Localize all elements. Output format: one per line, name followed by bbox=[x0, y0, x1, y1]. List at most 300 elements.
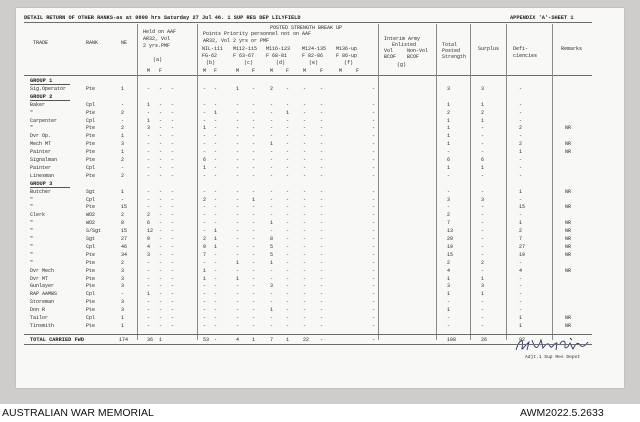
trade-cell: Sig.Operator bbox=[30, 85, 67, 92]
col-interim-letter: (g) bbox=[397, 62, 407, 68]
value-cell: - bbox=[159, 283, 163, 290]
value-cell: - bbox=[303, 228, 307, 235]
total-value: 1 bbox=[159, 336, 163, 343]
value-cell: - bbox=[236, 212, 240, 219]
rank-cell: Cpl bbox=[86, 196, 96, 203]
value-cell: - bbox=[203, 172, 207, 179]
value-cell: - bbox=[303, 307, 307, 314]
value-cell: - bbox=[236, 315, 240, 321]
value-cell: 4 bbox=[519, 267, 523, 274]
ne-cell: 1 bbox=[121, 315, 125, 321]
value-cell: - bbox=[147, 85, 151, 92]
value-cell: - bbox=[286, 85, 290, 92]
value-cell: - bbox=[203, 109, 207, 116]
value-cell: - bbox=[159, 259, 163, 266]
ne-cell: - bbox=[121, 117, 125, 124]
value-cell: 2 bbox=[203, 196, 207, 203]
value-cell: - bbox=[159, 275, 163, 282]
trade-cell: Gunlayer bbox=[30, 283, 55, 290]
rank-cell: Pte bbox=[86, 204, 96, 211]
trade-cell: Painter bbox=[30, 149, 52, 156]
value-cell: - bbox=[203, 291, 207, 298]
column-divider bbox=[506, 24, 507, 340]
value-cell: - bbox=[214, 157, 218, 163]
value-cell: 1 bbox=[214, 228, 218, 235]
value-cell: - bbox=[171, 283, 175, 290]
value-cell: - bbox=[303, 220, 307, 227]
value-cell: - bbox=[147, 133, 151, 140]
column-divider bbox=[552, 24, 553, 340]
value-cell: - bbox=[236, 117, 240, 124]
value-cell: - bbox=[320, 228, 324, 235]
value-cell: 1 bbox=[519, 149, 523, 156]
value-cell: 7 bbox=[203, 251, 207, 258]
value-cell: - bbox=[171, 212, 175, 219]
value-cell: 7 bbox=[519, 236, 523, 242]
band-4-female: F 82-86 bbox=[302, 53, 324, 59]
value-cell: - bbox=[447, 299, 451, 306]
value-cell: - bbox=[286, 164, 290, 171]
value-cell: - bbox=[270, 125, 274, 132]
value-cell: - bbox=[270, 109, 274, 116]
value-cell: - bbox=[320, 212, 324, 219]
value-cell: - bbox=[303, 133, 307, 140]
value-cell: - bbox=[372, 117, 376, 124]
value-cell: - bbox=[171, 291, 175, 298]
value-cell: - bbox=[303, 157, 307, 163]
value-cell: - bbox=[236, 204, 240, 211]
value-cell: - bbox=[320, 172, 324, 179]
value-cell: - bbox=[372, 322, 376, 329]
value-cell: - bbox=[252, 172, 256, 179]
band-4: M124-135 bbox=[302, 46, 327, 52]
col-total-1: Total bbox=[442, 42, 458, 48]
value-cell: - bbox=[203, 307, 207, 314]
value-cell: - bbox=[214, 141, 218, 148]
group-underline bbox=[30, 187, 70, 188]
value-cell: - bbox=[214, 188, 218, 195]
ne-cell: 34 bbox=[121, 251, 128, 258]
trade-cell: Dvr MT bbox=[30, 275, 49, 282]
remarks-cell: NR bbox=[565, 267, 572, 274]
value-cell: - bbox=[372, 259, 376, 266]
trade-cell: " bbox=[30, 220, 34, 227]
value-cell: - bbox=[372, 133, 376, 140]
rank-cell: Pte bbox=[86, 172, 96, 179]
ne-cell: - bbox=[121, 101, 125, 108]
value-cell: - bbox=[171, 236, 175, 242]
value-cell: - bbox=[519, 212, 523, 219]
value-cell: - bbox=[159, 291, 163, 298]
value-cell: - bbox=[320, 299, 324, 306]
value-cell: - bbox=[270, 188, 274, 195]
value-cell: - bbox=[171, 220, 175, 227]
value-cell: - bbox=[372, 109, 376, 116]
value-cell: - bbox=[203, 259, 207, 266]
value-cell: - bbox=[147, 267, 151, 274]
value-cell: - bbox=[286, 133, 290, 140]
value-cell: - bbox=[252, 236, 256, 242]
rank-cell: Sgt bbox=[86, 188, 96, 195]
value-cell: - bbox=[252, 220, 256, 227]
value-cell: 2 bbox=[203, 236, 207, 242]
value-cell: - bbox=[252, 307, 256, 314]
value-cell: - bbox=[270, 157, 274, 163]
value-cell: - bbox=[214, 149, 218, 156]
value-cell: - bbox=[171, 188, 175, 195]
trade-cell: Painter bbox=[30, 164, 52, 171]
value-cell: - bbox=[214, 275, 218, 282]
col-vol-bcof: BCOF bbox=[384, 54, 397, 60]
value-cell: - bbox=[171, 157, 175, 163]
ne-cell: 15 bbox=[121, 204, 128, 211]
remarks-cell: NR bbox=[565, 141, 572, 148]
value-cell: 1 bbox=[147, 101, 151, 108]
col-nonvol: Non-Vol bbox=[407, 48, 429, 54]
value-cell: - bbox=[303, 315, 307, 321]
band-3-letter: (d) bbox=[276, 60, 286, 66]
value-cell: 15 bbox=[447, 251, 454, 258]
value-cell: - bbox=[286, 299, 290, 306]
value-cell: - bbox=[303, 149, 307, 156]
trade-cell: Don R bbox=[30, 307, 46, 314]
value-cell: - bbox=[320, 109, 324, 116]
value-cell: - bbox=[159, 172, 163, 179]
rank-cell: S/Sgt bbox=[86, 228, 102, 235]
value-cell: - bbox=[236, 228, 240, 235]
ne-cell: 3 bbox=[121, 267, 125, 274]
value-cell: 1 bbox=[447, 164, 451, 171]
value-cell: 27 bbox=[519, 243, 526, 250]
ne-cell: 2 bbox=[121, 125, 125, 132]
total-rule-top bbox=[24, 334, 592, 335]
value-cell: - bbox=[303, 283, 307, 290]
value-cell: - bbox=[236, 172, 240, 179]
value-cell: - bbox=[481, 133, 485, 140]
value-cell: 7 bbox=[447, 220, 451, 227]
value-cell: - bbox=[519, 259, 523, 266]
value-cell: 19 bbox=[519, 251, 526, 258]
m-label: M bbox=[203, 68, 207, 74]
rank-cell: Pte bbox=[86, 85, 96, 92]
value-cell: - bbox=[286, 243, 290, 250]
value-cell: 4 bbox=[447, 267, 451, 274]
value-cell: - bbox=[252, 204, 256, 211]
rank-cell: Pte bbox=[86, 125, 96, 132]
rank-cell: Pte bbox=[86, 307, 96, 314]
rank-cell: Pte bbox=[86, 133, 96, 140]
value-cell: - bbox=[236, 196, 240, 203]
trade-cell: Tinsmith bbox=[30, 322, 55, 329]
value-cell: - bbox=[252, 141, 256, 148]
ne-cell: 2 bbox=[121, 157, 125, 163]
value-cell: - bbox=[519, 307, 523, 314]
value-cell: - bbox=[214, 85, 218, 92]
value-cell: - bbox=[286, 172, 290, 179]
value-cell: - bbox=[159, 322, 163, 329]
value-cell: - bbox=[252, 212, 256, 219]
trade-cell: " bbox=[30, 109, 34, 116]
value-cell: - bbox=[171, 322, 175, 329]
value-cell: - bbox=[481, 315, 485, 321]
value-cell: - bbox=[171, 228, 175, 235]
posted-strength-banner: POSTED STRENGTH BREAK UP bbox=[270, 25, 343, 31]
value-cell: - bbox=[270, 101, 274, 108]
value-cell: - bbox=[203, 212, 207, 219]
value-cell: - bbox=[159, 188, 163, 195]
value-cell: - bbox=[372, 307, 376, 314]
col-surplus: Surplus bbox=[478, 46, 500, 52]
value-cell: - bbox=[303, 299, 307, 306]
footer-institution: AUSTRALIAN WAR MEMORIAL bbox=[2, 407, 154, 419]
value-cell: - bbox=[481, 212, 485, 219]
value-cell: - bbox=[171, 243, 175, 250]
value-cell: - bbox=[171, 149, 175, 156]
value-cell: - bbox=[303, 164, 307, 171]
value-cell: - bbox=[203, 85, 207, 92]
band-2-letter: (c) bbox=[244, 60, 254, 66]
value-cell: - bbox=[252, 291, 256, 298]
value-cell: - bbox=[159, 267, 163, 274]
value-cell: - bbox=[372, 141, 376, 148]
value-cell: 1 bbox=[447, 133, 451, 140]
value-cell: - bbox=[147, 172, 151, 179]
value-cell: - bbox=[252, 315, 256, 321]
value-cell: - bbox=[270, 196, 274, 203]
value-cell: - bbox=[270, 275, 274, 282]
value-cell: - bbox=[270, 299, 274, 306]
value-cell: - bbox=[303, 117, 307, 124]
value-cell: 2 bbox=[481, 259, 485, 266]
trade-cell: " bbox=[30, 196, 34, 203]
value-cell: - bbox=[320, 157, 324, 163]
total-value: 4 bbox=[236, 336, 240, 343]
column-divider bbox=[470, 24, 471, 340]
value-cell: - bbox=[203, 204, 207, 211]
value-cell: 2 bbox=[147, 212, 151, 219]
rank-cell: Pte bbox=[86, 251, 96, 258]
value-cell: - bbox=[481, 220, 485, 227]
value-cell: - bbox=[303, 243, 307, 250]
value-cell: - bbox=[159, 109, 163, 116]
value-cell: - bbox=[320, 322, 324, 329]
f-label: F bbox=[320, 68, 324, 74]
value-cell: - bbox=[214, 125, 218, 132]
value-cell: 2 bbox=[447, 109, 451, 116]
trade-cell: " bbox=[30, 251, 34, 258]
value-cell: - bbox=[372, 172, 376, 179]
value-cell: - bbox=[303, 212, 307, 219]
value-cell: - bbox=[372, 243, 376, 250]
ne-cell: 3 bbox=[121, 283, 125, 290]
value-cell: - bbox=[481, 307, 485, 314]
value-cell: - bbox=[159, 236, 163, 242]
value-cell: - bbox=[159, 315, 163, 321]
value-cell: - bbox=[286, 157, 290, 163]
value-cell: - bbox=[236, 283, 240, 290]
value-cell: - bbox=[236, 164, 240, 171]
value-cell: 1 bbox=[236, 275, 240, 282]
value-cell: - bbox=[320, 149, 324, 156]
trade-cell: " bbox=[30, 204, 34, 211]
value-cell: - bbox=[481, 322, 485, 329]
value-cell: - bbox=[236, 322, 240, 329]
trade-cell: Dvr Mech bbox=[30, 267, 55, 274]
value-cell: - bbox=[320, 259, 324, 266]
trade-cell: Signalman bbox=[30, 157, 58, 163]
value-cell: - bbox=[372, 299, 376, 306]
trade-cell: Tailor bbox=[30, 315, 49, 321]
col-defic-2: ciencies bbox=[513, 53, 538, 59]
total-rule-bottom bbox=[24, 344, 592, 345]
ne-cell: 1 bbox=[121, 85, 125, 92]
value-cell: 2 bbox=[481, 109, 485, 116]
value-cell: 1 bbox=[286, 109, 290, 116]
value-cell: - bbox=[372, 149, 376, 156]
value-cell: - bbox=[481, 243, 485, 250]
value-cell: - bbox=[236, 141, 240, 148]
value-cell: - bbox=[147, 196, 151, 203]
trade-cell: Butcher bbox=[30, 188, 52, 195]
value-cell: 1 bbox=[447, 307, 451, 314]
value-cell: - bbox=[286, 283, 290, 290]
ne-cell: 1 bbox=[121, 149, 125, 156]
ne-cell: 3 bbox=[121, 275, 125, 282]
value-cell: - bbox=[320, 251, 324, 258]
value-cell: - bbox=[481, 251, 485, 258]
ne-cell: 3 bbox=[121, 299, 125, 306]
value-cell: - bbox=[147, 299, 151, 306]
value-cell: - bbox=[236, 236, 240, 242]
value-cell: - bbox=[236, 220, 240, 227]
value-cell: 3 bbox=[447, 85, 451, 92]
value-cell: 1 bbox=[519, 315, 523, 321]
rank-cell: Cpl bbox=[86, 117, 96, 124]
value-cell: - bbox=[372, 157, 376, 163]
value-cell: 6 bbox=[481, 157, 485, 163]
footer-accession: AWM2022.5.2633 bbox=[520, 407, 604, 419]
value-cell: - bbox=[252, 117, 256, 124]
value-cell: - bbox=[159, 251, 163, 258]
value-cell: - bbox=[159, 101, 163, 108]
value-cell: - bbox=[372, 291, 376, 298]
m-label: M bbox=[303, 68, 307, 74]
value-cell: - bbox=[270, 228, 274, 235]
band-5-female: F 86-up bbox=[336, 53, 358, 59]
value-cell: 3 bbox=[147, 125, 151, 132]
value-cell: - bbox=[270, 204, 274, 211]
value-cell: 3 bbox=[447, 283, 451, 290]
value-cell: - bbox=[286, 117, 290, 124]
total-value: 108 bbox=[447, 336, 457, 343]
value-cell: - bbox=[447, 172, 451, 179]
value-cell: - bbox=[214, 196, 218, 203]
value-cell: - bbox=[203, 101, 207, 108]
value-cell: 3 bbox=[481, 196, 485, 203]
value-cell: - bbox=[171, 275, 175, 282]
value-cell: - bbox=[519, 299, 523, 306]
value-cell: - bbox=[236, 251, 240, 258]
trade-cell: Baker bbox=[30, 101, 46, 108]
col-interim-2: Enlisted bbox=[392, 42, 417, 48]
remarks-cell: NR bbox=[565, 125, 572, 132]
value-cell: - bbox=[236, 307, 240, 314]
value-cell: - bbox=[171, 109, 175, 116]
value-cell: - bbox=[481, 204, 485, 211]
value-cell: - bbox=[214, 172, 218, 179]
remarks-cell: NR bbox=[565, 236, 572, 242]
value-cell: - bbox=[252, 322, 256, 329]
value-cell: - bbox=[252, 251, 256, 258]
col-rank: RANK bbox=[86, 40, 99, 46]
total-value: - bbox=[372, 336, 376, 343]
value-cell: - bbox=[214, 101, 218, 108]
rank-cell: Cpl bbox=[86, 243, 96, 250]
value-cell: - bbox=[372, 196, 376, 203]
rank-cell: Pte bbox=[86, 149, 96, 156]
trade-cell: " bbox=[30, 259, 34, 266]
total-value: 1 bbox=[286, 336, 290, 343]
value-cell: - bbox=[203, 283, 207, 290]
value-cell: - bbox=[270, 172, 274, 179]
value-cell: - bbox=[203, 228, 207, 235]
rank-cell: WO2 bbox=[86, 220, 96, 227]
value-cell: - bbox=[270, 267, 274, 274]
value-cell: - bbox=[320, 85, 324, 92]
value-cell: - bbox=[252, 109, 256, 116]
value-cell: - bbox=[159, 157, 163, 163]
value-cell: 3 bbox=[447, 196, 451, 203]
value-cell: 19 bbox=[447, 243, 454, 250]
total-value: 22 bbox=[303, 336, 310, 343]
col-interim-1: Interim Army bbox=[384, 36, 421, 42]
rank-cell: Cpl bbox=[86, 164, 96, 171]
ne-cell: 2 bbox=[121, 212, 125, 219]
ne-cell: 2 bbox=[121, 172, 125, 179]
value-cell: - bbox=[286, 259, 290, 266]
value-cell: - bbox=[303, 259, 307, 266]
remarks-cell: NR bbox=[565, 204, 572, 211]
value-cell: 1 bbox=[481, 275, 485, 282]
value-cell: 2 bbox=[270, 85, 274, 92]
value-cell: - bbox=[203, 322, 207, 329]
value-cell: 1 bbox=[203, 164, 207, 171]
value-cell: - bbox=[320, 275, 324, 282]
value-cell: - bbox=[519, 164, 523, 171]
value-cell: 6 bbox=[203, 157, 207, 163]
value-cell: - bbox=[372, 251, 376, 258]
total-value: 53 bbox=[203, 336, 210, 343]
value-cell: - bbox=[320, 291, 324, 298]
value-cell: - bbox=[171, 85, 175, 92]
value-cell: - bbox=[519, 275, 523, 282]
value-cell: - bbox=[171, 196, 175, 203]
value-cell: - bbox=[147, 307, 151, 314]
value-cell: 20 bbox=[447, 236, 454, 242]
value-cell: - bbox=[447, 188, 451, 195]
value-cell: - bbox=[481, 299, 485, 306]
value-cell: - bbox=[203, 188, 207, 195]
value-cell: 1 bbox=[447, 101, 451, 108]
value-cell: - bbox=[203, 149, 207, 156]
ne-cell: 3 bbox=[121, 307, 125, 314]
value-cell: 1 bbox=[519, 322, 523, 329]
value-cell: - bbox=[147, 149, 151, 156]
value-cell: 1 bbox=[270, 220, 274, 227]
total-value: 36 bbox=[147, 336, 154, 343]
value-cell: - bbox=[286, 236, 290, 242]
value-cell: - bbox=[320, 307, 324, 314]
